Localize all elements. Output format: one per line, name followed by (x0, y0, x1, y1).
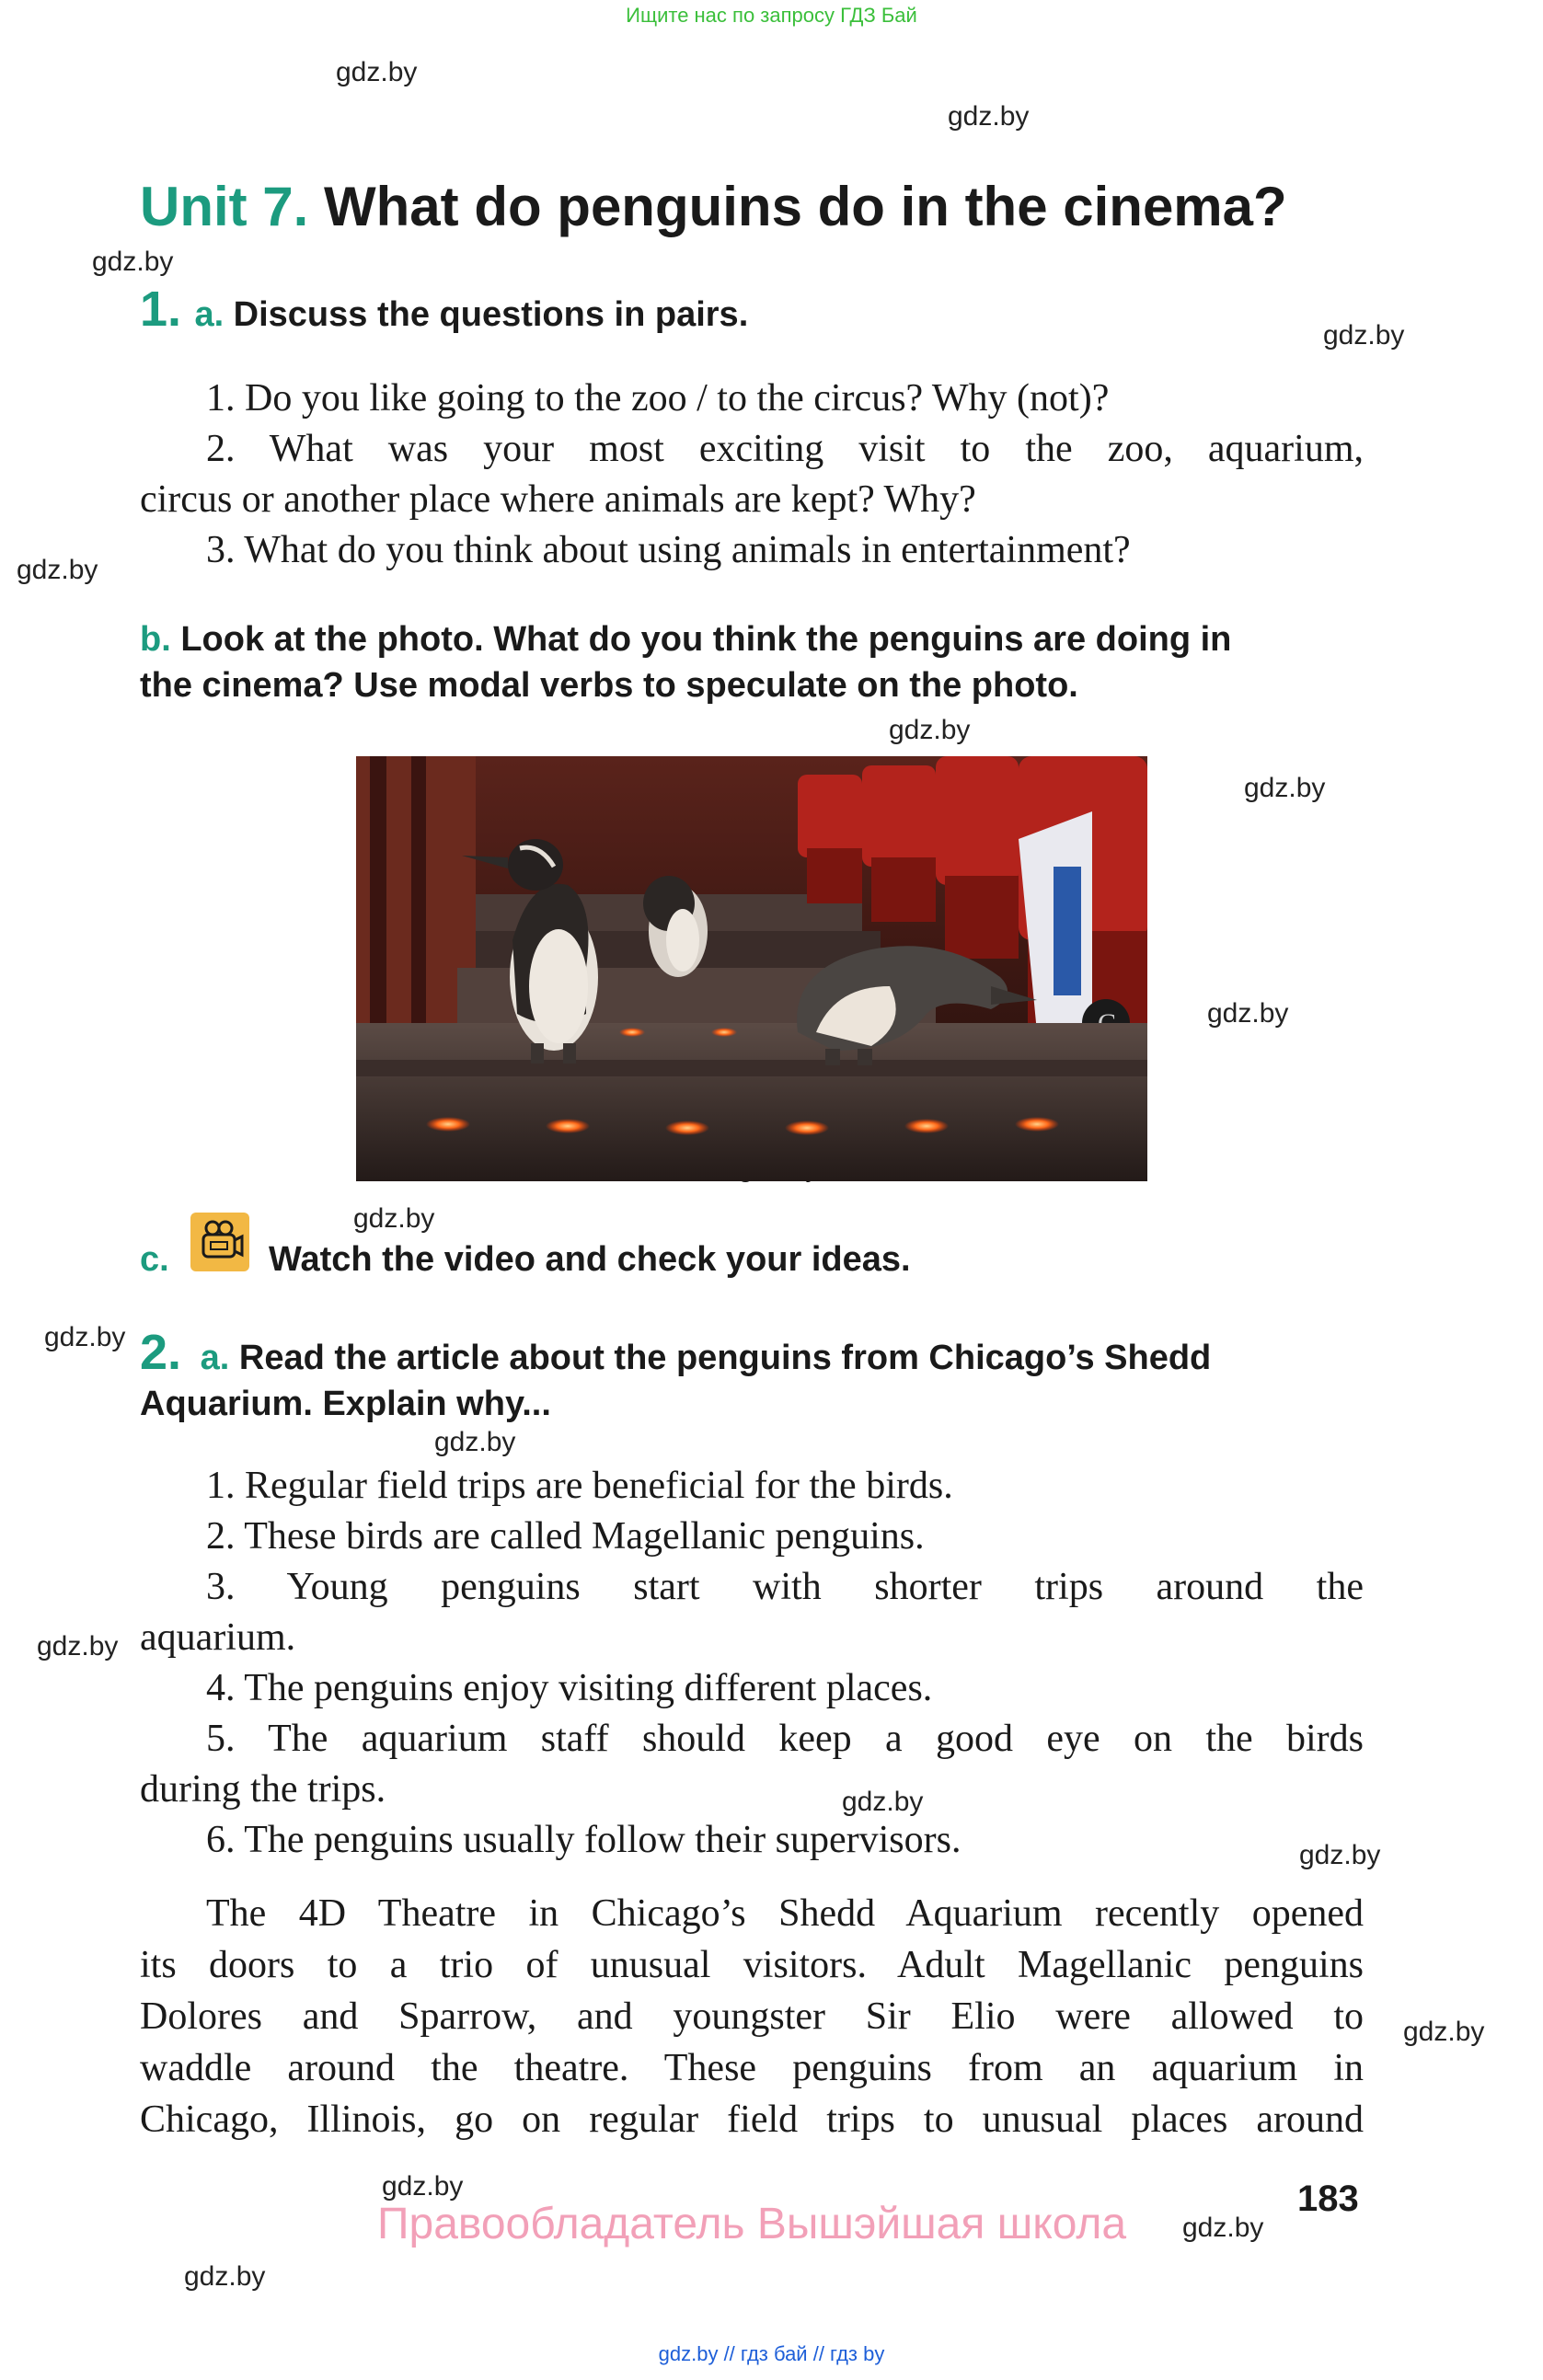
watermark: gdz.by (1182, 2213, 1264, 2243)
watermark: gdz.by (1403, 2017, 1485, 2047)
list-item: 4. The penguins enjoy visiting different places. (206, 1667, 933, 1709)
footer-links[interactable]: gdz.by // гдз бай // гдз by (658, 2342, 885, 2365)
article-line: The 4D Theatre in Chicago’s Shedd Aquarium recently opened (206, 1892, 1364, 1935)
list-item: 1. Regular field trips are beneficial for the birds. (206, 1465, 953, 1507)
ex1-a-questions (140, 374, 1364, 576)
question: 3. What do you think about using animals in entertainment? (206, 529, 1131, 571)
list-item: aquarium. (140, 1616, 296, 1659)
watermark: gdz.by (353, 1203, 435, 1234)
article-line: waddle around the theatre. These penguins from an aquarium in (140, 2047, 1364, 2089)
video-icon-glyph (190, 1213, 249, 1271)
list-item: 3. Young penguins start with shorter trips around the (206, 1566, 1364, 1608)
watermark: gdz.by (842, 1787, 924, 1817)
watermark: gdz.by (1207, 998, 1289, 1029)
list-item: 2. These birds are called Magellanic penguins. (206, 1515, 925, 1558)
page-number: 183 (1297, 2179, 1359, 2219)
ex2-a-line2: Aquarium. Explain why... (140, 1385, 551, 1423)
unit-label: Unit 7. (140, 176, 309, 237)
article-line: Dolores and Sparrow, and youngster Sir Elio were allowed to (140, 1995, 1364, 2038)
ex1-b-letter: b. (140, 620, 171, 659)
watermark: gdz.by (92, 247, 174, 277)
watermark: gdz.by (336, 57, 418, 87)
list-item: 5. The aquarium staff should keep a good eye on the birds (206, 1718, 1364, 1760)
video-icon[interactable] (190, 1213, 249, 1271)
ex1-c-letter: c. (140, 1240, 169, 1279)
watermark: gdz.by (434, 1427, 516, 1457)
list-item: during the trips. (140, 1768, 386, 1811)
watermark: gdz.by (37, 1631, 119, 1661)
unit-title (140, 175, 1287, 238)
question: 1. Do you like going to the zoo / to the circus? Why (not)? (206, 377, 1110, 420)
watermark: gdz.by (1299, 1840, 1381, 1870)
article-line: Chicago, Illinois, go on regular field trips to unusual places around (140, 2098, 1364, 2141)
ex1-b-instruction (140, 616, 1364, 708)
ex2-a-line1: Read the article about the penguins from Chicago’s Shedd (238, 1339, 1212, 1377)
search-note: Ищите нас по запросу ГДЗ Бай (626, 4, 917, 27)
ex2-a-letter: a. (200, 1339, 230, 1377)
photo-illustration (356, 756, 1147, 1181)
watermark: gdz.by (44, 1322, 126, 1352)
ex1-a-instruction: Discuss the questions in pairs. (233, 295, 749, 334)
watermark: gdz.by (1244, 773, 1326, 803)
watermark: gdz.by (17, 555, 98, 585)
ex1-c-letter-wrap (140, 1240, 169, 1280)
article-line: its doors to a trio of unusual visitors. Adult Magellanic penguins (140, 1944, 1364, 1986)
ex1-number: 1. (140, 282, 182, 337)
ex1-a-heading (140, 281, 748, 338)
list-item: 6. The penguins usually follow their supervisors. (206, 1819, 961, 1861)
ex2-a-items (140, 1461, 1364, 1866)
ex1-b-line2: the cinema? Use modal verbs to speculate on the photo. (140, 666, 1078, 705)
watermark: gdz.by (948, 101, 1030, 132)
article-text (140, 1888, 1364, 2145)
watermark: gdz.by (382, 2171, 464, 2202)
penguins-cinema-photo (356, 756, 1147, 1181)
unit-heading: What do penguins do in the cinema? (324, 176, 1287, 237)
ex2-number: 2. (140, 1325, 182, 1380)
ex2-a-instruction (140, 1325, 1364, 1427)
ex1-b-line1: Look at the photo. What do you think the penguins are doing in (180, 620, 1232, 659)
watermark: gdz.by (889, 715, 971, 745)
ex1-c-instruction: Watch the video and check your ideas. (269, 1240, 911, 1279)
copyright-notice: Правообладатель Вышэйшая школа (377, 2200, 1127, 2248)
question: 2. What was your most exciting visit to the zoo, aquarium, (206, 428, 1364, 470)
watermark: gdz.by (184, 2261, 266, 2292)
question: circus or another place where animals are kept? Why? (140, 478, 976, 521)
ex1-a-letter: a. (194, 295, 225, 334)
watermark: gdz.by (1323, 320, 1405, 351)
